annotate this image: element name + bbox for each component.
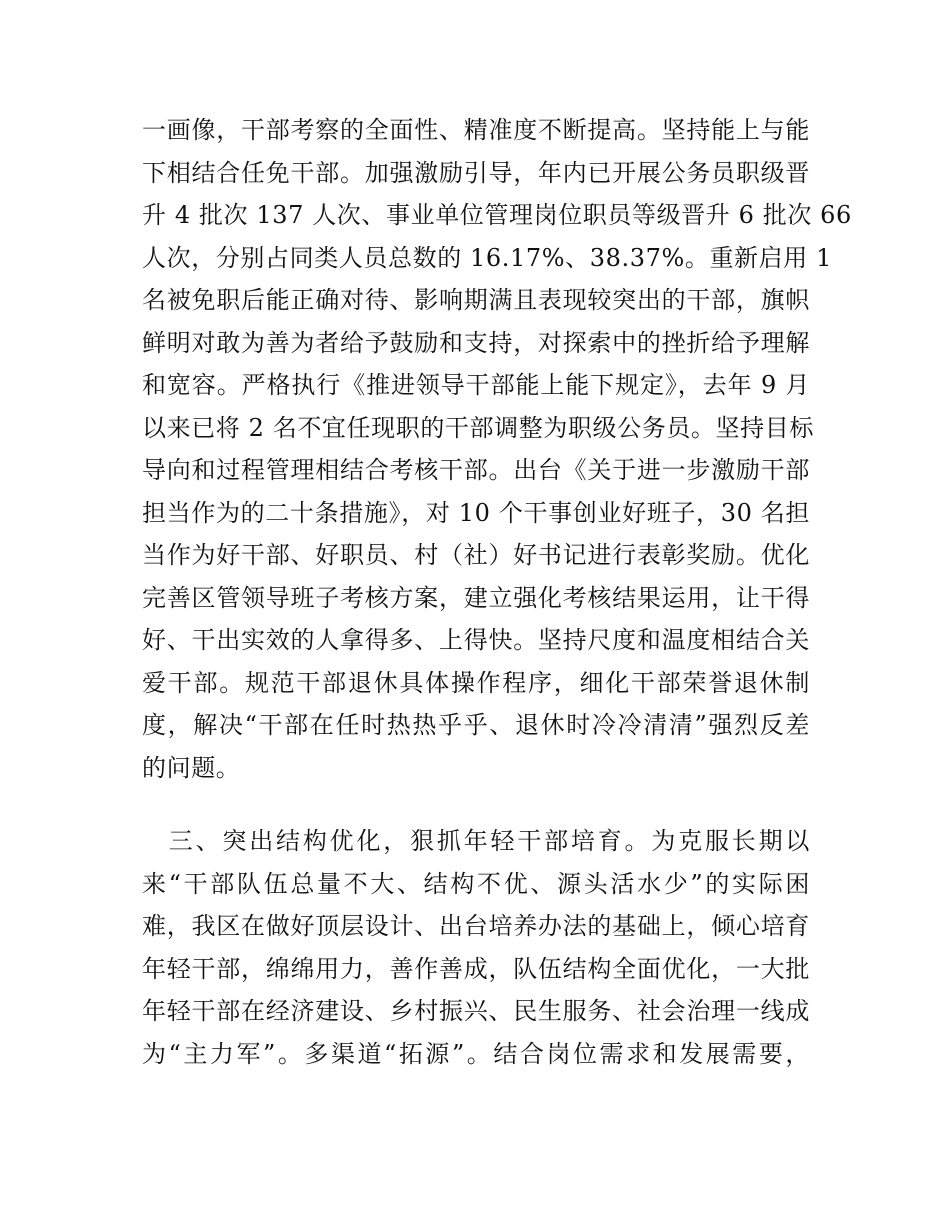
text-line: 名被免职后能正确对待、影响期满且表现较突出的干部，旗帜 xyxy=(142,286,810,314)
text-line: 爱干部。规范干部退休具体操作程序，细化干部荣誉退休制 xyxy=(142,668,810,697)
text-line: 当作为好干部、好职员、村（社）好书记进行表彰奖励。优化 xyxy=(142,541,810,569)
text-line: 年轻干部在经济建设、乡村振兴、民生服务、社会治理一线成 xyxy=(142,997,810,1025)
text-line: 导向和过程管理相结合考核干部。出台《关于进一步激励干部 xyxy=(142,456,810,484)
text-line: 鲜明对敢为善为者给予鼓励和支持，对探索中的挫折给予理解 xyxy=(142,328,810,357)
text-line: 好、干出实效的人拿得多、上得快。坚持尺度和温度相结合关 xyxy=(142,626,810,654)
text-line: 难，我区在做好顶层设计、出台培养办法的基础上，倾心培育 xyxy=(142,912,810,940)
text-line: 的问题。 xyxy=(142,753,241,782)
text-line: 完善区管领导班子考核方案，建立强化考核结果运用，让干得 xyxy=(142,583,810,612)
text-line: 担当作为的二十条措施》，对 10 个干事创业好班子，30 名担 xyxy=(142,498,810,527)
text-line: 和宽容。严格执行《推进领导干部能上能下规定》，去年 9 月 xyxy=(142,371,810,399)
text-line: 三、突出结构优化，狠抓年轻干部培育。为克服长期以 xyxy=(142,827,810,855)
text-line: 度，解决“干部在任时热热乎乎、退休时冷冷清清”强烈反差 xyxy=(142,711,810,739)
text-line: 为“主力军”。多渠道“拓源”。结合岗位需求和发展需要， xyxy=(142,1039,810,1068)
text-line: 升 4 批次 137 人次、事业单位管理岗位职员等级晋升 6 批次 66 xyxy=(142,201,852,229)
text-line: 人次，分别占同类人员总数的 16.17%、38.37%。重新启用 1 xyxy=(142,243,832,272)
text-line: 来“干部队伍总量不大、结构不优、源头活水少”的实际困 xyxy=(142,869,810,898)
text-line: 下相结合任免干部。加强激励引导，年内已开展公务员职级晋 xyxy=(142,158,810,187)
paragraph-young-cadres xyxy=(142,820,810,1075)
text-line: 年轻干部，绵绵用力，善作善成，队伍结构全面优化，一大批 xyxy=(142,954,810,983)
text-line: 以来已将 2 名不宜任现职的干部调整为职级公务员。坚持目标 xyxy=(142,413,814,442)
text-line: 一画像，干部考察的全面性、精准度不断提高。坚持能上与能 xyxy=(142,116,810,144)
paragraph-cadre-evaluation xyxy=(142,109,852,789)
